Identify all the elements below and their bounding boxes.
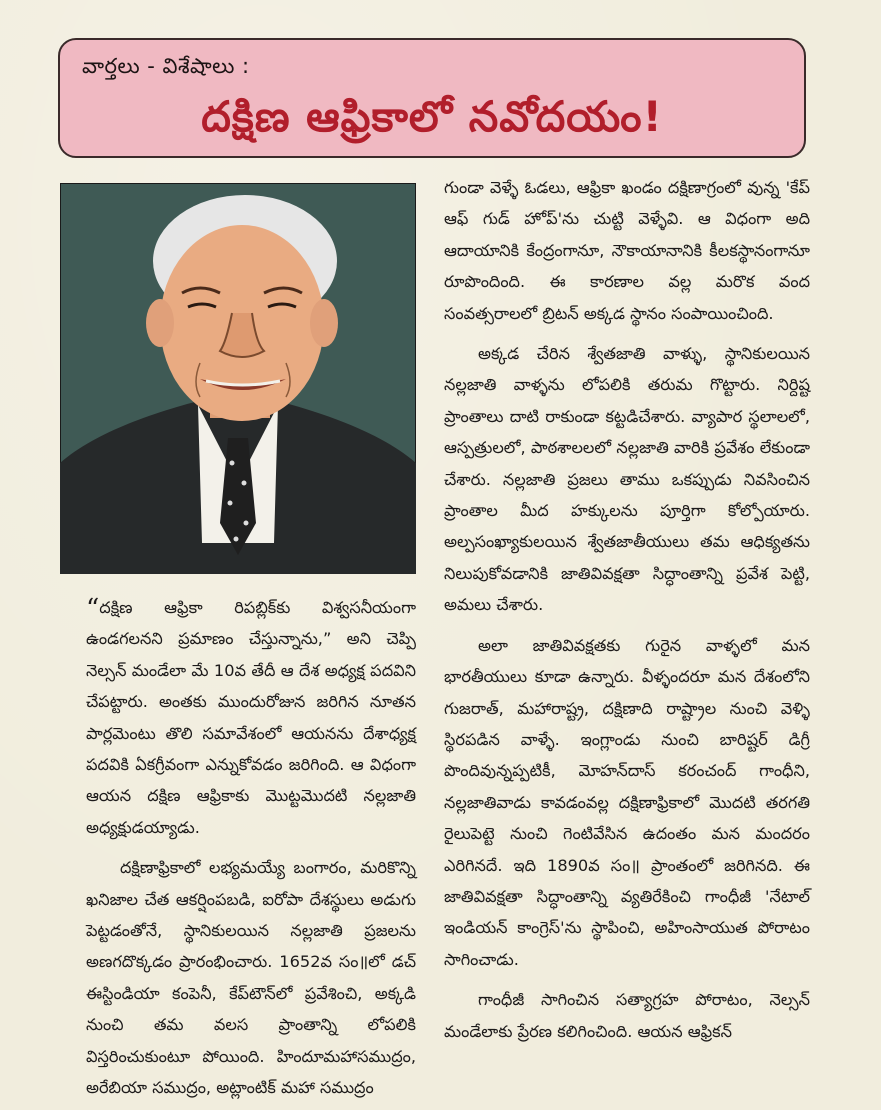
paragraph: అక్కడ చేరిన శ్వేతజాతి వాళ్ళు, స్థానికులయిన నల్లజాతి వాళ్ళను లోపలికి తరుమ గొట్టారు. నిర్దిష్ట ప్రాంతాలు దాటి రాకుండా కట్టడిచేశారు. వ్యాపార స్థలాలలో, ఆస్పత్రులలో, పాఠశాలలలో నల్లజాతి వారికి ప్రవేశం లేకుండా చేశారు. నల్లజాతి ప్రజలు తాము ఒకప్పుడు నివసించిన ప్రాంతాల మీద హక్కులను పూర్తిగా కోల్పోయారు. అల్పసంఖ్యాకులయిన శ్వేతజాతీయులు తమ ఆధిక్యతను నిలుపుకోవడానికి జాతివివక్షతా సిద్ధాంతాన్ని ప్రవేశ పెట్టి, అమలు చేశారు. [444,344,810,615]
paragraph-text: దక్షిణ ఆఫ్రికా రిపబ్లిక్‌కు విశ్వసనీయంగా ఉండగలనని ప్రమాణం చేస్తున్నాను,” అని చెప్పి నెల్సన్ మండేలా మే 10వ తేదీ ఆ దేశ అధ్యక్ష పదవిని చేపట్టారు. అంతకు ముందురోజున జరిగిన నూతన పార్లమెంటు తొలి సమావేశంలో ఆయనను దేశాధ్యక్ష పదవికి ఏకగ్రీవంగా ఎన్నుకోవడం జరిగింది. ఆ విధంగా ఆయన దక్షిణ ఆఫ్రికాకు మొట్టమొదటి నల్లజాతి అధ్యక్షుడయ్యాడు. [86,598,416,837]
right-column-text [444,172,810,1047]
paragraph: దక్షిణాఫ్రికాలో లభ్యమయ్యే బంగారం, మరికొన్ని ఖనిజాల చేత ఆకర్షింపబడి, ఐరోపా దేశస్థులు అడుగు పెట్టడంతోనే, స్థానికులయిన నల్లజాతి ప్రజలను అణగదొక్కడం ప్రారంభించారు. 1652వ సం॥లో డచ్ ఈస్టిండియా కంపెనీ, కేప్‌టౌన్‌లో ప్రవేశించి, అక్కడి నుంచి తమ వలస ప్రాంతాన్ని లోపలికి విస్తరించుకుంటూ పోయింది. హిందూమహాసముద్రం, అరేబియా సముద్రం, అట్లాంటిక్ మహా సముద్రం [86,858,416,1098]
paragraph [86,592,416,843]
portrait-illustration-icon [60,183,416,574]
paragraph: గాంధీజీ సాగించిన సత్యాగ్రహ పోరాటం, నెల్సన్ మండేలాకు ప్రేరణ కలిగించింది. ఆయన ఆఫ్రికన్ [444,990,810,1041]
left-column-text [86,592,416,1104]
quote-mark: “ [86,594,100,624]
paragraph: గుండా వెళ్ళే ఓడలు, ఆఫ్రికా ఖండం దక్షిణాగ్రంలో వున్న 'కేప్ ఆఫ్ గుడ్ హోప్'ను చుట్టి వెళ్ళేవి. ఆ విధంగా అది ఆదాయానికి కేంద్రంగానూ, నౌకాయానానికి కీలకస్థానంగానూ రూపొందింది. ఈ కారణాల వల్ల మరొక వంద సంవత్సరాలలో బ్రిటన్ అక్కడ స్థానం సంపాయించింది. [444,178,810,323]
article-headline: దక్షిణ ఆఫ్రికాలో నవోదయం! [201,92,663,141]
paragraph: అలా జాతివివక్షతకు గురైన వాళ్ళలో మన భారతీయులు కూడా ఉన్నారు. వీళ్ళందరూ మన దేశంలోని గుజరాత్, మహారాష్ట్ర, దక్షిణాది రాష్ట్రాల నుంచి వెళ్ళి స్థిరపడిన వాళ్ళే. ఇంగ్లాండు నుంచి బారిష్టర్ డిగ్రీ పొందివున్నప్పటికీ, మోహన్‌దాస్ కరంచంద్ గాంధీని, నల్లజాతివాడు కావడంవల్ల దక్షిణాఫ్రికాలో మొదటి తరగతి రైలుపెట్టె నుంచి గెంటివేసిన ఉదంతం మన మందరం ఎరిగినదే. ఇది 1890వ సం॥ ప్రాంతంలో జరిగినది. ఈ జాతివివక్షతా సిద్ధాంతాన్ని వ్యతిరేకించి గాంధీజీ 'నేటాల్ ఇండియన్ కాంగ్రెస్'ను స్థాపించి, అహింసాయుత పోరాటం సాగించాడు. [444,635,810,969]
section-kicker: వార్తలు - విశేషాలు : [82,54,250,78]
article-header [58,38,806,158]
